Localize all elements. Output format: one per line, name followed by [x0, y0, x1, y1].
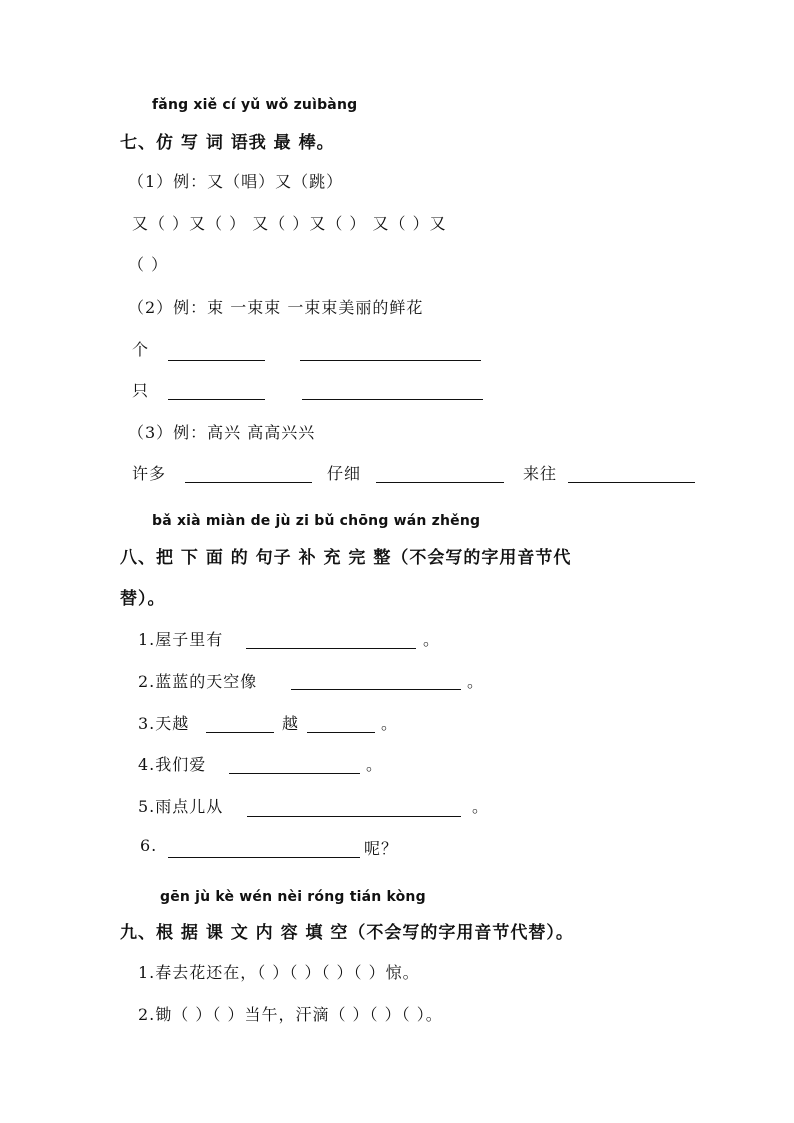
zixi-blank[interactable] — [376, 482, 504, 483]
example-2-zhi-label: 只 — [132, 381, 150, 400]
q3-mid: 越 — [282, 714, 300, 733]
s9-q2: 2.锄（ ）（ ）当午，汗滴（ ）（ ）（ ）。 — [138, 1005, 443, 1024]
section-9-heading: 九、根 据 课 文 内 容 填 空（不会写的字用音节代替）。 — [120, 923, 574, 943]
section-8-pinyin: bǎ xià miàn de jù zi bǔ chōng wán zhěng — [152, 513, 481, 529]
example-1: （1）例：又（唱）又（跳） — [128, 172, 344, 191]
q3-blank-1[interactable] — [206, 732, 274, 733]
q3-end: 。 — [381, 714, 399, 733]
q5-end: 。 — [472, 797, 490, 816]
section-7-pinyin: fǎng xiě cí yǔ wǒ zuìbàng — [152, 97, 358, 113]
s9-q1: 1.春去花还在，（ ）（ ）（ ）（ ）惊。 — [138, 963, 420, 982]
example-2-ge-label: 个 — [132, 340, 150, 359]
example-1-fill-row-a: 又（ ）又（ ） 又（ ）又（ ） 又（ ）又 — [132, 214, 447, 233]
q2-end: 。 — [467, 672, 485, 691]
section-9-pinyin: gēn jù kè wén nèi róng tián kòng — [160, 889, 426, 905]
section-7-heading: 七、仿 写 词 语我 最 棒。 — [120, 133, 335, 153]
zhi-blank-short[interactable] — [168, 399, 265, 400]
ex3-laiwang-label: 来往 — [523, 464, 558, 483]
laiwang-blank[interactable] — [568, 482, 695, 483]
xuduo-blank[interactable] — [185, 482, 312, 483]
example-2: （2）例：束 一束束 一束束美丽的鲜花 — [128, 298, 424, 317]
q4-blank[interactable] — [229, 773, 360, 774]
ge-blank-short[interactable] — [168, 360, 265, 361]
example-1-fill-row-b: （ ） — [128, 255, 169, 274]
section-8-heading-cont: 替）。 — [120, 589, 166, 609]
q4-end: 。 — [366, 755, 384, 774]
zhi-blank-long[interactable] — [302, 399, 483, 400]
ex3-xuduo-label: 许多 — [132, 464, 167, 483]
q1-blank[interactable] — [246, 648, 416, 649]
q5-label: 5.雨点儿从 — [138, 797, 224, 816]
q6-end: 呢？ — [364, 839, 399, 858]
q1-label: 1.屋子里有 — [138, 630, 224, 649]
ex3-zixi-label: 仔细 — [327, 464, 362, 483]
q1-end: 。 — [423, 630, 441, 649]
q5-blank[interactable] — [247, 816, 461, 817]
section-8-heading: 八、把 下 面 的 句子 补 充 完 整（不会写的字用音节代 — [120, 548, 572, 568]
q3-blank-2[interactable] — [307, 732, 375, 733]
example-3: （3）例：高兴 高高兴兴 — [128, 423, 316, 442]
q2-label: 2.蓝蓝的天空像 — [138, 672, 258, 691]
q6-blank[interactable] — [168, 857, 360, 858]
q6-label: 6. — [140, 836, 158, 855]
q2-blank[interactable] — [291, 689, 461, 690]
q3-label: 3.天越 — [138, 714, 190, 733]
ge-blank-long[interactable] — [300, 360, 481, 361]
q4-label: 4.我们爱 — [138, 755, 207, 774]
